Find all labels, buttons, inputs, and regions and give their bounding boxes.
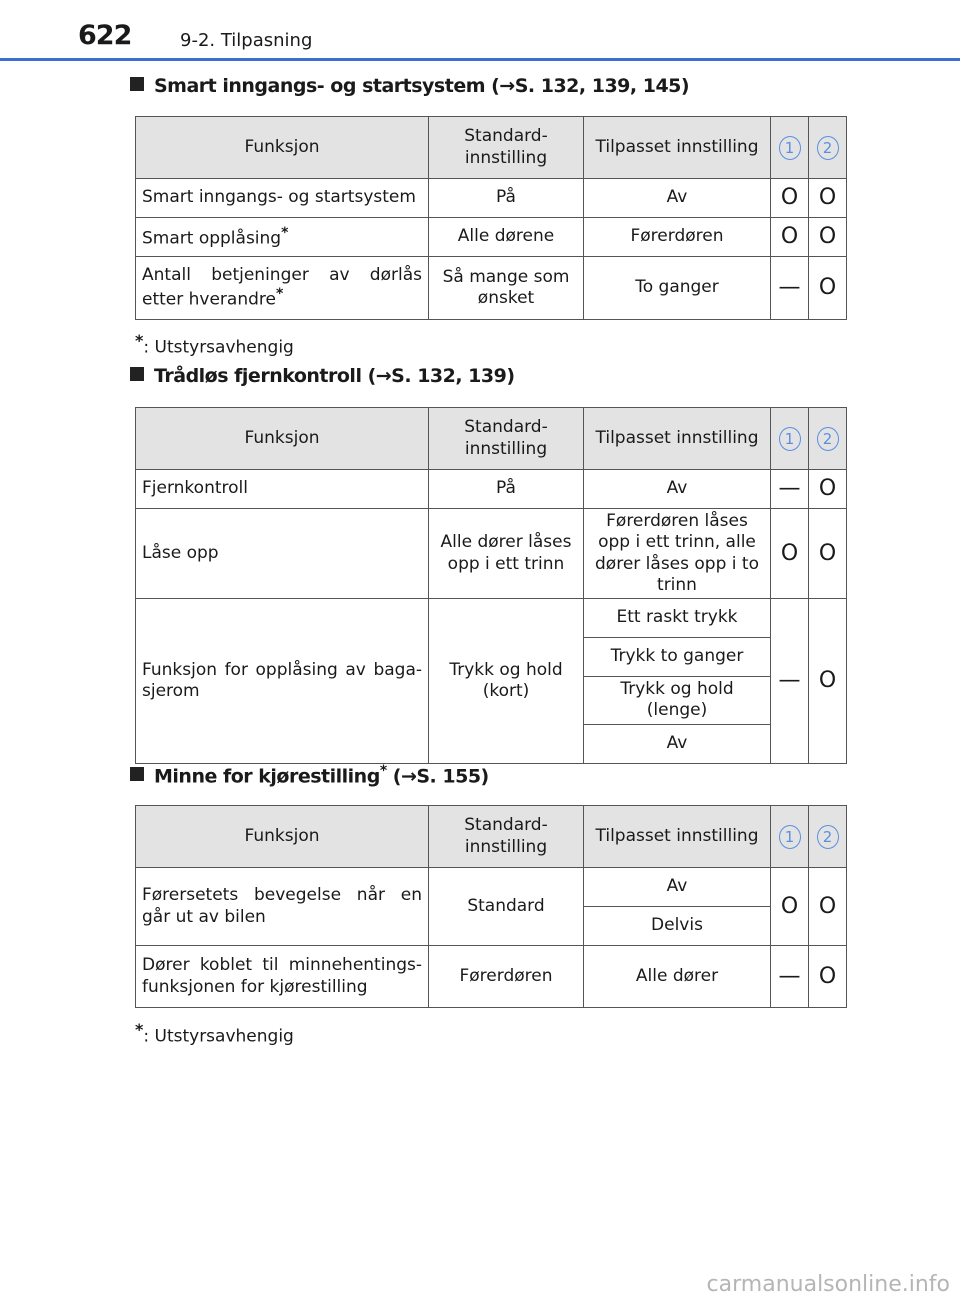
cell-function [136, 218, 429, 257]
cell-setting-1: O [771, 509, 809, 599]
footnote-star: * [135, 331, 144, 350]
bullet-square-icon [130, 77, 144, 91]
cell-function: Smart inngangs- og startsystem [136, 179, 429, 218]
cell-setting-2: O [809, 946, 847, 1008]
footnote-star: * [379, 763, 387, 779]
cell-setting-1: — [771, 257, 809, 320]
table-row [136, 599, 847, 638]
footnote-text: : Utstyrsavhengig [143, 1026, 294, 1047]
cell-function [136, 257, 429, 320]
cell-default: Alle dører låses opp i ett trinn [429, 509, 584, 599]
table-row [136, 257, 847, 320]
cell-setting-2: O [809, 868, 847, 946]
table-row [136, 946, 847, 1008]
footnote [135, 331, 294, 358]
cell-setting-2: O [809, 179, 847, 218]
circle-1-icon: 1 [779, 825, 801, 849]
table-row [136, 470, 847, 509]
cell-default: Førerdøren [429, 946, 584, 1008]
cell-custom-option: Trykk to ganger [584, 638, 771, 677]
col-header-default: Standard-innstilling [429, 117, 584, 179]
heading-text: Trådløs fjernkontroll (→S. 132, 139) [154, 365, 515, 387]
col-header-function: Funksjon [136, 117, 429, 179]
cell-default: På [429, 470, 584, 509]
table-row [136, 218, 847, 257]
footnote-star: * [135, 1020, 144, 1039]
cell-setting-2: O [809, 470, 847, 509]
col-header-function: Funksjon [136, 408, 429, 470]
cell-custom: Førerdøren [584, 218, 771, 257]
table-smart-entry [135, 116, 847, 320]
table-driving-memory [135, 805, 847, 1008]
cell-setting-1: O [771, 218, 809, 257]
cell-setting-2: O [809, 218, 847, 257]
cell-custom: Førerdøren låses opp i ett trinn, alle dører låses opp i to trinn [584, 509, 771, 599]
cell-setting-1: — [771, 470, 809, 509]
cell-custom: To ganger [584, 257, 771, 320]
table-row [136, 179, 847, 218]
cell-function-text: Antall betjeninger av dørlås etter hverandre [142, 264, 422, 310]
cell-default: Alle dørene [429, 218, 584, 257]
heading-driving-memory [130, 763, 489, 787]
cell-function-text: Smart opplåsing [142, 228, 282, 249]
heading-ref: (→S. 155) [386, 765, 489, 788]
col-header-2 [809, 408, 847, 470]
col-header-function: Funksjon [136, 806, 429, 868]
cell-custom-option: Ett raskt trykk [584, 599, 771, 638]
table-row [136, 509, 847, 599]
page-header [0, 0, 960, 62]
col-header-custom: Tilpasset innstilling [584, 806, 771, 868]
table-header-row [136, 806, 847, 868]
cell-setting-2: O [809, 257, 847, 320]
footnote-star: * [281, 224, 289, 241]
heading-text: Smart inngangs- og startsystem (→S. 132, 139, 145) [154, 75, 690, 97]
col-header-1 [771, 408, 809, 470]
heading-smart-entry [130, 75, 689, 97]
cell-default: Standard [429, 868, 584, 946]
section-title: 9-2. Tilpasning [180, 30, 313, 51]
circle-2-icon: 2 [817, 427, 839, 451]
table-remote [135, 407, 847, 764]
cell-setting-1: — [771, 946, 809, 1008]
cell-default: Trykk og hold (kort) [429, 599, 584, 764]
header-rule [0, 58, 960, 61]
heading-text: Minne for kjørestilling [154, 765, 380, 788]
col-header-default: Standard-innstilling [429, 806, 584, 868]
cell-custom: Av [584, 179, 771, 218]
heading-remote [130, 365, 515, 387]
circle-1-icon: 1 [779, 427, 801, 451]
cell-function: Låse opp [136, 509, 429, 599]
cell-custom-option: Av [584, 724, 771, 763]
col-header-custom: Tilpasset innstilling [584, 408, 771, 470]
cell-function: Dører koblet til minnehentings-funksjonen for kjørestilling [136, 946, 429, 1008]
cell-custom: Alle dører [584, 946, 771, 1008]
col-header-default: Standard-innstilling [429, 408, 584, 470]
cell-default: På [429, 179, 584, 218]
cell-default: Så mange som ønsket [429, 257, 584, 320]
footnote-text: : Utstyrsavhengig [143, 337, 294, 358]
bullet-square-icon [130, 367, 144, 381]
cell-custom-option: Trykk og hold (lenge) [584, 677, 771, 725]
footnote-star: * [275, 286, 284, 303]
bullet-square-icon [130, 767, 144, 781]
circle-2-icon: 2 [817, 825, 839, 849]
col-header-1 [771, 117, 809, 179]
circle-2-icon: 2 [817, 136, 839, 160]
cell-function: Førersetets bevegelse når en går ut av bilen [136, 868, 429, 946]
cell-setting-2: O [809, 599, 847, 764]
col-header-1 [771, 806, 809, 868]
page-number: 622 [78, 20, 132, 51]
table-header-row [136, 408, 847, 470]
cell-setting-1: O [771, 868, 809, 946]
col-header-2 [809, 806, 847, 868]
cell-setting-1: O [771, 179, 809, 218]
cell-function: Funksjon for opplåsing av baga-sjerom [136, 599, 429, 764]
watermark: carmanualsonline.info [706, 1272, 950, 1297]
table-row [136, 868, 847, 907]
table-header-row [136, 117, 847, 179]
cell-custom: Av [584, 470, 771, 509]
col-header-custom: Tilpasset innstilling [584, 117, 771, 179]
cell-function: Fjernkontroll [136, 470, 429, 509]
cell-custom-option: Av [584, 868, 771, 907]
footnote [135, 1020, 294, 1047]
col-header-2 [809, 117, 847, 179]
cell-setting-1: — [771, 599, 809, 764]
cell-custom-option: Delvis [584, 907, 771, 946]
circle-1-icon: 1 [779, 136, 801, 160]
cell-setting-2: O [809, 509, 847, 599]
